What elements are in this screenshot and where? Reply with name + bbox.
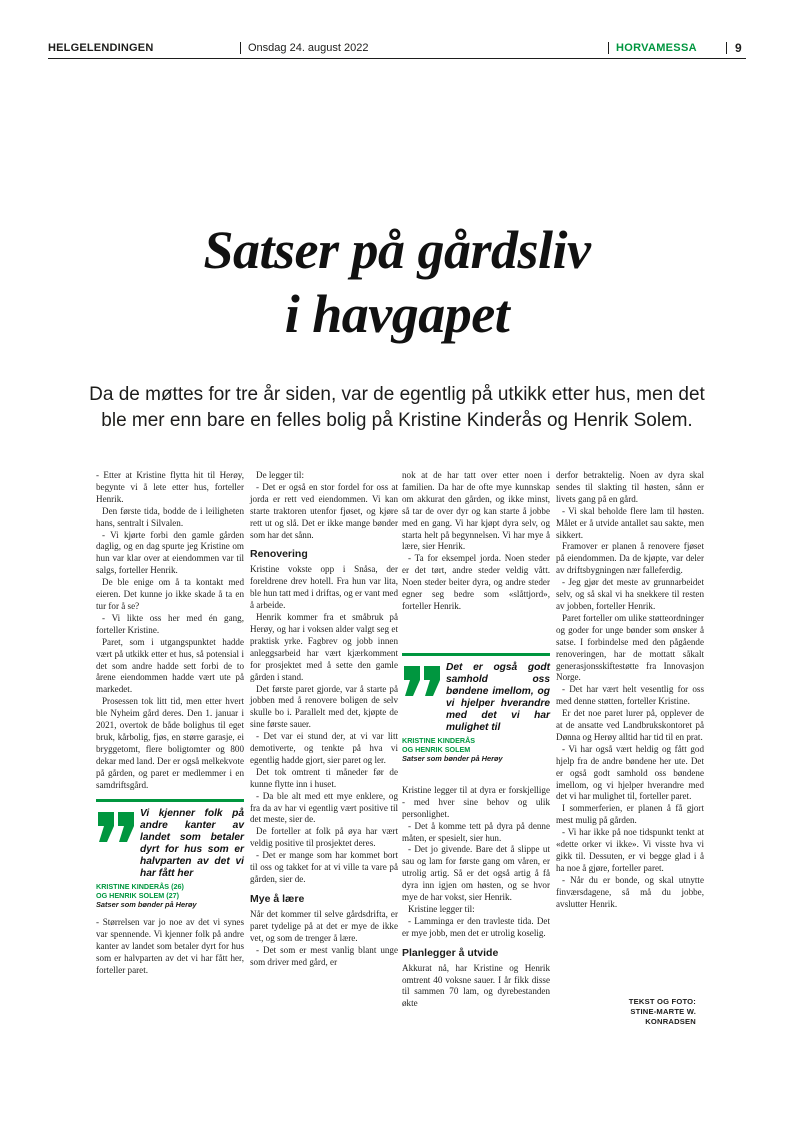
headline-line-2: i havgapet [284,284,510,344]
issue-date: Onsdag 24. august 2022 [248,42,369,54]
publication-name: HELGELENDINGEN [48,42,154,54]
section-name: HORVAMESSA [616,42,697,54]
body-paragraph: derfor betraktelig. Noen av dyra skal sendes til slakting til høsten, sånn er livets gang på en gård. [556,470,704,504]
pull-quote [96,799,244,909]
subheading-renovering: Renovering [250,548,308,561]
body-paragraph: Når det kommer til selve gårdsdrifta, er paret tydelige på at det er mye de ikke vet, og som de trenger å lære. [250,908,398,943]
quote-mark-icon [402,660,442,700]
body-paragraph: - Det jo givende. Bare det å slippe ut sau og lam for første gang om våren, er utrolig artig. Så er det også artig å få dyra inn igjen om høsten, og se hvor mye de har vokst, sier Henrik. [402,844,550,903]
article-column-3 [402,470,550,1010]
byline-credit: TEKST OG FOTO: STINE-MARTE W. KONRADSEN [628,997,696,1026]
body-paragraph: - Det er mange som har kommet bort til oss og takket for at vi ville ta vare på gården, sier de. [250,850,398,884]
body-paragraph: Framover er planen å renovere fjøset på eiendommen. Da de kjøpte, var deler av driftsbygningen nær falleferdig. [556,541,704,576]
header-divider [608,42,609,54]
body-paragraph: - Det er også en stor fordel for oss at jorda er rett ved eiendommen. Vi kan starte traktoren utenfor fjøset, og kjøre rett ut og slå. Det er ikke mange bønder som har det sånn. [250,481,398,540]
body-paragraph: Prosessen tok litt tid, men etter hvert ble Nyheim gård deres. Den 1. januar i 2021, overtok de både bolighus til eget bruk, kårbolig, fjøs, en større garasje, ei bryggetomt, flere boligtomter og 800 dekar med land. Der er også melkekvote på gården, og paret er medlemmer i en samdriftsgård. [96,696,244,790]
body-paragraph: - Vi har også vært heldig og fått god hjelp fra de andre bøndene her ute. Det er også godt samhold oss bøndene imellom, og vi hjelper hverandre med det vi har mulighet til, forteller paret. [556,743,704,802]
body-paragraph: De forteller at folk på øya har vært veldig positive til prosjektet deres. [250,826,398,849]
page-number: 9 [735,41,742,55]
body-paragraph: De ble enige om å ta kontakt med eieren. Det kunne jo ikke skade å ta en tur for å se? [96,577,244,611]
body-paragraph: Kristine legger til: [408,903,475,914]
body-paragraph: Den første tida, bodde de i leiligheten hans, sentralt i Silvalen. [96,505,244,528]
body-paragraph: - Størrelsen var jo noe av det vi synes var spennende. Vi kjenner folk på andre kanter av landet som betaler dyrt for hus som er halvparten av det vi har fått her, forteller paret. [96,917,244,976]
body-paragraph: - Vi skal beholde flere lam til høsten. Målet er å utvide antallet sau sakte, men sikkert. [556,505,704,540]
body-paragraph: - Vi likte oss her med én gang, forteller Kristine. [96,612,244,635]
body-paragraph: Det første paret gjorde, var å starte på jobben med å renovere boligen de selv skulle bo i. Parallelt med det, kjøpte de sine første sauer. [250,683,398,730]
pull-quote [402,653,550,763]
body-paragraph: Det tok omtrent ti måneder før de kunne flytte inn i huset. [250,766,398,789]
body-paragraph: - Det å komme tett på dyra på denne måten, er spesielt, sier hun. [402,820,550,843]
body-paragraph: De legger til: [256,470,304,480]
body-paragraph: - Det som er mest vanlig blant unge som driver med gård, er [250,944,398,967]
body-paragraph: - Det var ei stund der, at vi var litt demotiverte, og tenkte på hva vi egentlig hadde gjort, sier paret og ler. [250,731,398,765]
body-paragraph: Henrik kommer fra et småbruk på Herøy, og har i voksen alder valgt seg et praktisk yrke. Fagbrev og jobb innen anleggsarbeid har vært kjærkomment for prosjektet med å sette den gamle gården i stand. [250,612,398,682]
headline [60,218,734,346]
body-paragraph: - Det har vært helt vesentlig for oss med denne støtten, forteller Kristine. [556,684,704,707]
body-paragraph: Paret, som i utgangspunktet hadde vært på utkikk etter et hus, så potensial i det som andre hadde sett forbi de to årene eiendommen hadde vært ute på markedet. [96,636,244,695]
body-paragraph: - Vi kjørte forbi den gamle gården daglig, og en dag spurte jeg Kristine om hun var klar over at eiendommen var til salgs, forteller Henrik. [96,529,244,576]
page-header [0,0,794,60]
body-paragraph: - Da ble alt med ett mye enklere, og fra da av har vi egentlig vært positive til det meste, sier de. [250,790,398,825]
pull-quote-role: Satser som bønder på Herøy [402,753,503,763]
body-paragraph: Er det noe paret lurer på, opplever de at de ansatte ved Landbrukskontoret på Dønna og Herøy alltid har tid til en prat. [556,708,704,742]
body-paragraph: Paret forteller om ulike støtteordninger og goder for unge bønder som ønsker å satse. I forbindelse med den pågående renoveringen, har de mottatt såkalt generasjonsskiftestøtte fra Innovasjon Norge. [556,612,704,683]
article-column-2 [250,470,398,968]
article-column-4 [556,470,704,911]
pull-quote-text: Vi kjenner folk på andre kanter av landet som betaler dyrt for hus som er halvparten av det vi har fått her [140,808,244,880]
body-paragraph: - Vi har ikke på noe tidspunkt tenkt at «dette orker vi ikke». Vi visste hva vi gikk til. Dessuten, er vi begge glad i å ha noe å gjøre, forteller paret. [556,827,704,873]
subheading-mye-a-laere: Mye å lære [250,892,305,905]
body-paragraph: - Etter at Kristine flytta hit til Herøy, begynte vi å lete etter hus, forteller Henrik. [96,470,244,504]
body-paragraph: Akkurat nå, har Kristine og Henrik omtrent 40 voksne sauer. I år fikk disse til sammen 70 lam, og dyrebestanden økte [402,962,550,1009]
article-column-1 [96,470,244,977]
body-paragraph: - Jeg gjør det meste av grunnarbeidet selv, og så skal vi ha snekkere til resten av jobben, forteller Henrik. [556,577,704,611]
pull-quote-name: KRISTINE KINDERÅS (26) OG HENRIK SOLEM (27) [96,882,184,901]
headline-line-1: Satser på gårdsliv [203,220,591,280]
body-paragraph: - Når du er bonde, og skal utnytte finværsdagene, så må du jobbe, avslutter Henrik. [556,874,704,909]
body-paragraph: Kristine legger til at dyra er forskjellige - med hver sine behov og ulik personlighet. [402,784,550,819]
body-paragraph: nok at de har tatt over etter noen i familien. Da har de ofte mye kunnskap om akkurat den gården, og ikke minst, så tar de over dyr og kan starte å jobbe med en gang. Vi har kjøpt dyra selv, og starta helt på begynnelsen. Vi har mye å lære, sier Henrik. [402,470,550,552]
header-divider [726,42,727,54]
article-lead: Da de møttes for tre år siden, var de egentlig på utkikk etter hus, men det ble mer enn bare en felles bolig på Kristine Kinderås og Henrik Solem. [89,384,705,431]
subheading-planlegger: Planlegger å utvide [402,946,499,959]
body-paragraph: - Ta for eksempel jorda. Noen steder er det tørt, andre steder veldig vått. Noen steder beiter dyra, og andre steder egner seg bedre som «slåttjord», forteller Henrik. [402,553,550,611]
pull-quote-name: KRISTINE KINDERÅS OG HENRIK SOLEM [402,735,476,754]
pull-quote-role: Satser som bønder på Herøy [96,900,197,910]
quote-mark-icon [96,806,136,846]
pull-quote-text: Det er også godt samhold oss bøndene imellom, og vi hjelper hverandre med det vi har mulighet til [446,661,550,733]
body-paragraph: - Lamminga er den travleste tida. Det er mye jobb, men det er utrolig koselig. [402,915,550,938]
body-paragraph: Kristine vokste opp i Snåsa, der foreldrene drev hotell. Fra hun var lita, ble hun tatt med i driftas, og er vant med å arbeide. [250,564,398,611]
header-divider [240,42,241,54]
body-paragraph: I sommerferien, er planen å få gjort mest mulig på gården. [556,803,704,826]
header-rule [48,58,746,59]
